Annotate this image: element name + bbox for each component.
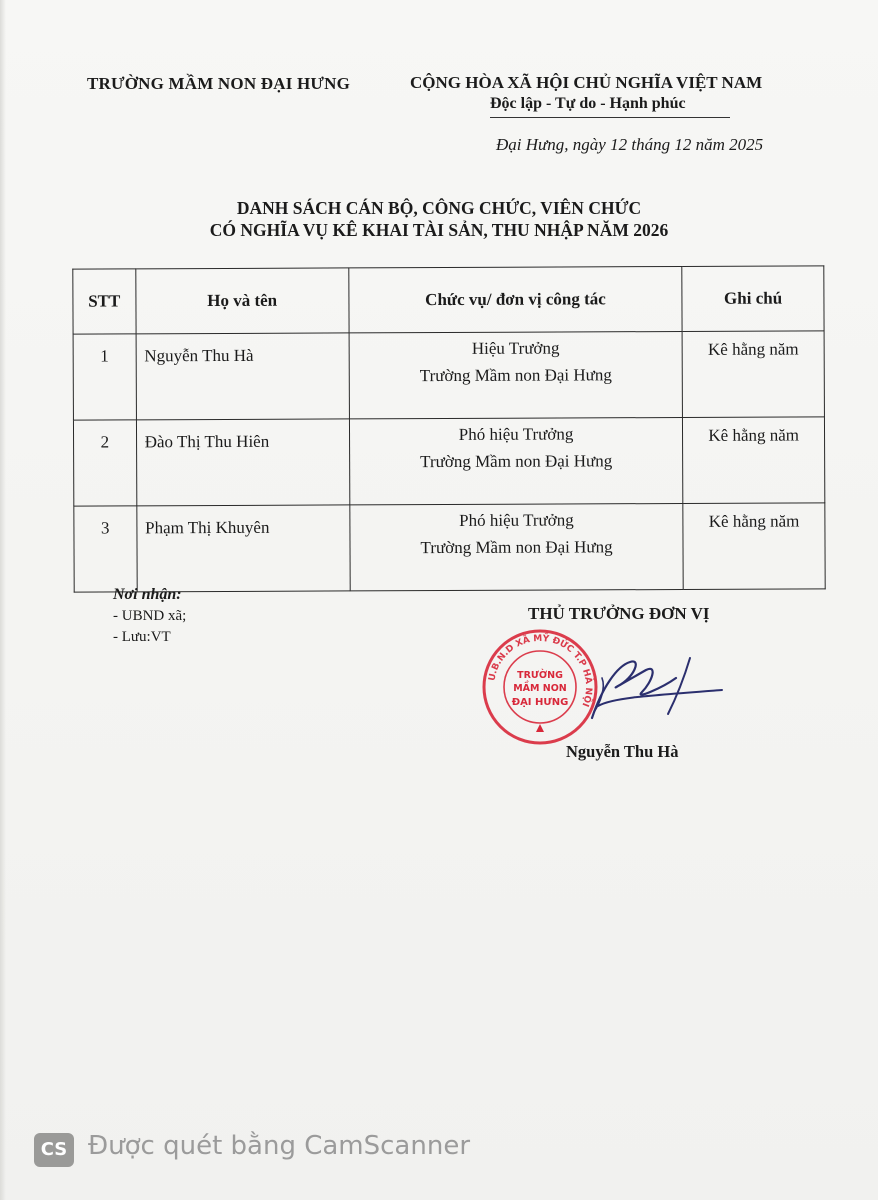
svg-text:TRƯỜNG: TRƯỜNG [517, 670, 563, 681]
signer-name: Nguyễn Thu Hà [566, 742, 679, 761]
document-title-line-2: CÓ NGHĨA VỤ KÊ KHAI TÀI SẢN, THU NHẬP NĂM 2026 [209, 220, 669, 240]
position-title: Hiệu Trưởng [471, 338, 560, 358]
column-header-position: Chức vụ/ đơn vị công tác [349, 266, 683, 332]
cell-position [349, 417, 683, 504]
column-header-name: Họ và tên [135, 268, 348, 334]
stamp-ring-text: U.B.N.D XÃ MỸ ĐỨC T.P HÀ NỘI [487, 633, 594, 708]
table-row [73, 331, 824, 420]
recipients-title: Nơi nhận: [113, 586, 182, 603]
position-unit: Trường Mầm non Đại Hưng [419, 365, 612, 386]
document-title-line-1: DANH SÁCH CÁN BỘ, CÔNG CHỨC, VIÊN CHỨC [236, 198, 642, 218]
cell-stt: 3 [74, 506, 137, 592]
column-header-note: Ghi chú [682, 266, 824, 332]
table-row [73, 417, 824, 506]
cell-name: Đào Thị Thu Hiên [136, 419, 349, 506]
cell-position [350, 503, 684, 590]
cell-note: Kê hằng năm [683, 503, 825, 590]
page-edge-shadow [0, 0, 6, 1200]
cell-note: Kê hằng năm [682, 331, 824, 418]
position-unit: Trường Mầm non Đại Hưng [420, 451, 613, 472]
place-date: Đại Hưng, ngày 12 tháng 12 năm 2025 [496, 135, 764, 154]
camscanner-logo: CS [34, 1133, 74, 1167]
table-row [74, 503, 825, 592]
national-motto: Độc lập - Tự do - Hạnh phúc [490, 95, 686, 112]
signature-title: THỦ TRƯỞNG ĐƠN VỊ [528, 604, 710, 623]
recipient-item: - UBND xã; [113, 608, 187, 624]
camscanner-watermark: Được quét bằng CamScanner [88, 1131, 471, 1161]
position-unit: Trường Mầm non Đại Hưng [420, 537, 613, 558]
cell-note: Kê hằng năm [683, 417, 825, 504]
motto-underline [490, 117, 730, 118]
table-header-row [73, 266, 824, 334]
cell-stt: 1 [73, 334, 136, 420]
column-header-stt: STT [73, 269, 136, 334]
cell-stt: 2 [73, 420, 136, 506]
cell-name: Phạm Thị Khuyên [136, 505, 349, 592]
school-name: TRƯỜNG MẦM NON ĐẠI HƯNG [87, 74, 351, 93]
handwritten-signature [572, 648, 732, 728]
position-title: Phó hiệu Trưởng [458, 424, 574, 444]
svg-text:ĐẠI HƯNG: ĐẠI HƯNG [511, 697, 569, 708]
staff-table [72, 265, 825, 592]
cell-position [349, 331, 683, 418]
national-title: CỘNG HÒA XÃ HỘI CHỦ NGHĨA VIỆT NAM [410, 73, 763, 92]
cell-name: Nguyễn Thu Hà [136, 333, 349, 420]
recipient-item: - Lưu:VT [113, 629, 171, 645]
star-icon [536, 724, 544, 732]
position-title: Phó hiệu Trưởng [459, 510, 574, 530]
svg-text:MẦM NON: MẦM NON [513, 683, 567, 694]
